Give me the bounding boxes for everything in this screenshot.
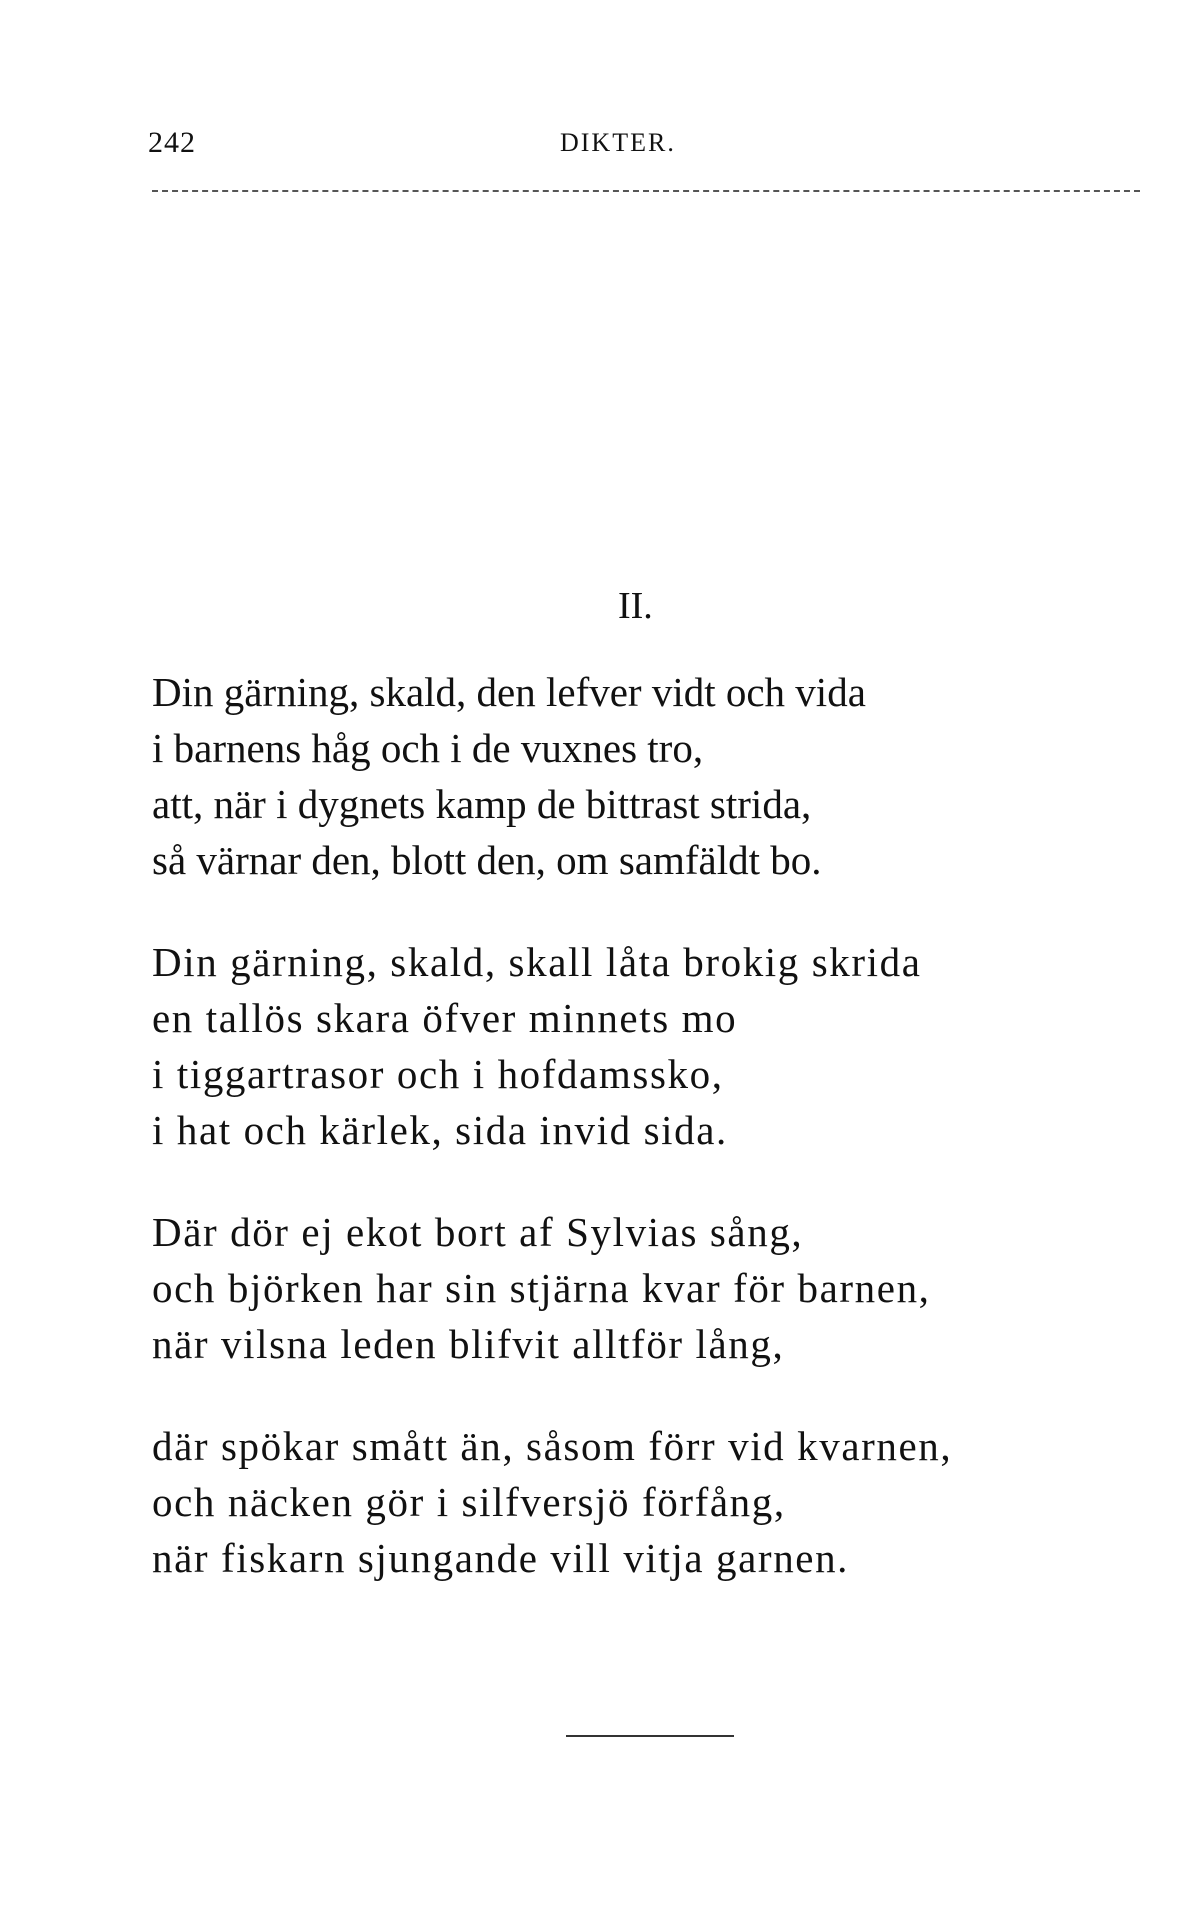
poem-line: så värnar den, blott den, om samfäldt bo. (152, 837, 822, 883)
poem-line: och näcken gör i silfversjö förfång, (152, 1479, 786, 1525)
poem-line: i hat och kärlek, sida invid sida. (152, 1107, 728, 1153)
poem (152, 664, 1132, 1632)
stanza-1 (152, 664, 1132, 888)
poem-line: en tallös skara öfver minnets mo (152, 995, 738, 1041)
poem-line: Din gärning, skald, den lefver vidt och vida (152, 669, 866, 715)
section-numeral: II. (618, 585, 653, 627)
end-rule (566, 1735, 734, 1737)
poem-line: Där dör ej ekot bort af Sylvias sång, (152, 1209, 804, 1255)
poem-line: när fiskarn sjungande vill vitja garnen. (152, 1535, 850, 1581)
stanza-2 (152, 934, 1132, 1158)
running-head: DIKTER. (560, 128, 676, 157)
page-number: 242 (148, 126, 196, 159)
poem-line: i barnens håg och i de vuxnes tro, (152, 725, 704, 771)
poem-line: i tiggartrasor och i hofdamssko, (152, 1051, 724, 1097)
stanza-3 (152, 1204, 1132, 1372)
poem-line: när vilsna leden blifvit alltför lång, (152, 1321, 785, 1367)
poem-line: och björken har sin stjärna kvar för barnen, (152, 1265, 931, 1311)
poem-line: där spökar smått än, såsom förr vid kvarnen, (152, 1423, 953, 1469)
poem-line: att, när i dygnets kamp de bittrast strida, (152, 781, 812, 827)
stanza-4 (152, 1418, 1132, 1586)
header-rule (152, 190, 1140, 192)
poem-line: Din gärning, skald, skall låta brokig skrida (152, 939, 922, 985)
